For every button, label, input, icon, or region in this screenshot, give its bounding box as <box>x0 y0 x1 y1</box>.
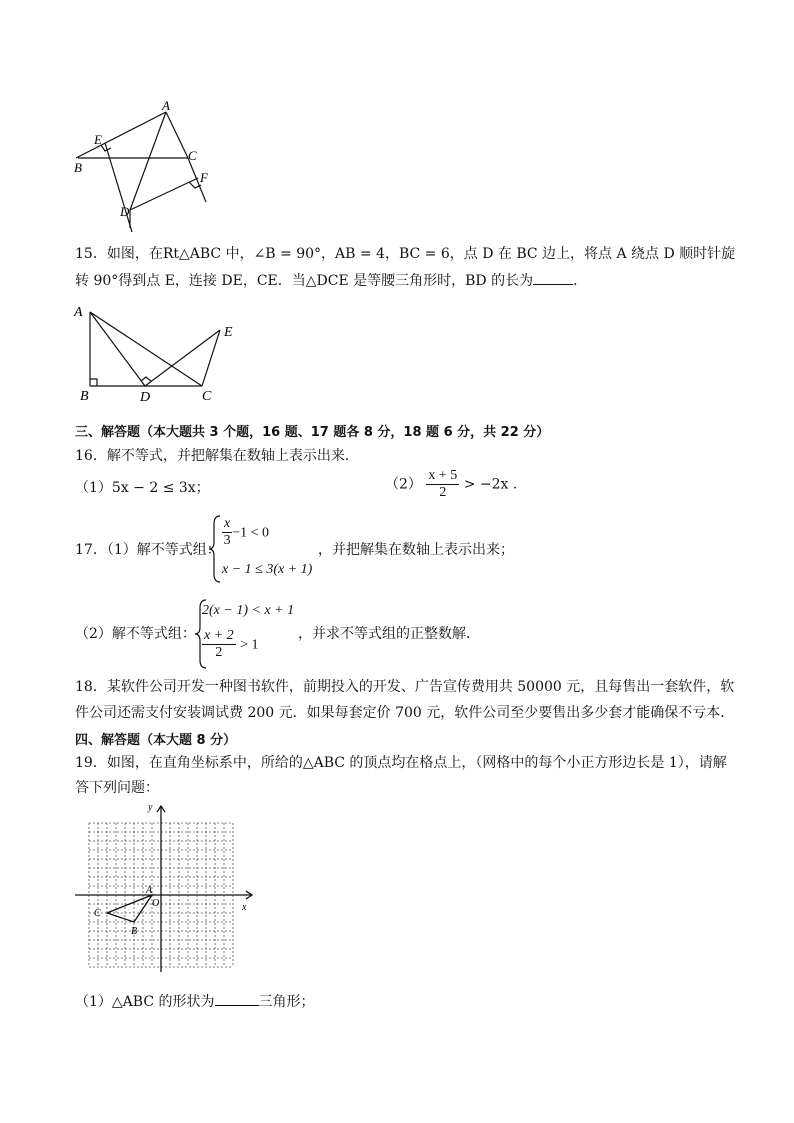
q16-part2-tail: > −2x . <box>463 476 518 493</box>
section4-title: 四、解答题（本大题 8 分） <box>75 733 237 748</box>
label-B: B <box>74 160 82 175</box>
label-A: A <box>146 885 153 896</box>
q17-part2-eq1: 2(x − 1) < x + 1 <box>202 603 295 618</box>
q16-fraction <box>426 468 459 501</box>
q15-line2-end: ． <box>573 273 588 289</box>
label-E: E <box>224 325 233 340</box>
q16-fraction-den: 2 <box>439 485 447 500</box>
figure-q15 <box>70 302 250 402</box>
q17-eq1-den: 3 <box>223 533 231 548</box>
q16-part2-label: （2） <box>385 476 422 493</box>
label-A: A <box>162 98 170 113</box>
q15-line2 <box>75 270 587 291</box>
label-B: B <box>131 926 138 937</box>
section3-title: 三、解答题（本大题共 3 个题，16 题、17 题各 8 分，18 题 6 分，共 22 分） <box>75 425 550 440</box>
q18-line2: 件公司还需支付安装调试费 200 元．如果每套定价 700 元，软件公司至少要售出多少套才能确保不亏本． <box>75 705 735 721</box>
q16-part2 <box>385 468 517 501</box>
q17-part2-label: （2）解不等式组： <box>75 626 196 642</box>
q17-eq1-fraction <box>222 516 232 549</box>
q15-answer-blank[interactable] <box>533 270 573 285</box>
q17-eq2-num: x + 2 <box>204 628 234 643</box>
q17-part1-eq1 <box>222 516 269 549</box>
q17-part1-brace <box>208 514 222 584</box>
q17-eq2-tail: > 1 <box>240 637 259 653</box>
q15-line2-text: 转 90°得到点 E，连接 DE，CE．当△DCE 是等腰三角形时，BD 的长为 <box>75 273 534 289</box>
q19-sub1-end: 三角形； <box>258 994 315 1010</box>
label-y: y <box>148 802 153 813</box>
q17-eq1-num: x <box>224 516 231 531</box>
q15-line1: 15．如图，在Rt△ABC 中，∠B = 90°，AB = 4，BC = 6，点 D 在 BC 边上，将点 A 绕点 D 顺时针旋 <box>75 246 736 262</box>
label-D: D <box>140 390 151 402</box>
label-F: F <box>200 170 208 185</box>
q17-eq1-tail: −1 < 0 <box>232 525 270 541</box>
q17-part1-tail: ，并把解集在数轴上表示出来； <box>318 542 514 558</box>
label-C: C <box>94 908 101 919</box>
q19-answer-blank[interactable] <box>215 991 259 1006</box>
q17-part1-eq2: x − 1 ≤ 3(x + 1) <box>222 562 313 577</box>
triangle-ABC <box>107 895 152 922</box>
figure-q19-grid <box>70 802 260 982</box>
q19-line2: 答下列问题： <box>75 780 159 796</box>
label-A: A <box>74 305 83 320</box>
q19-sub1 <box>75 991 315 1012</box>
q17-eq2-den: 2 <box>215 645 223 660</box>
q17-part1-label: 17．（1）解不等式组： <box>75 542 221 558</box>
label-B: B <box>80 389 89 402</box>
q16-fraction-num: x + 5 <box>428 468 458 483</box>
label-C: C <box>202 389 212 402</box>
label-O: O <box>152 898 160 909</box>
label-x: x <box>242 902 247 913</box>
label-E: E <box>94 132 102 147</box>
q17-part2-tail: ，并求不等式组的正整数解． <box>298 626 480 642</box>
figure-q14 <box>70 98 220 233</box>
q19-sub1-text: （1）△ABC 的形状为 <box>75 994 215 1010</box>
q17-eq2-fraction <box>202 628 236 661</box>
label-D: D <box>120 204 130 219</box>
q16-stem: 16．解不等式，并把解集在数轴上表示出来． <box>75 448 359 464</box>
label-C: C <box>188 148 197 163</box>
q17-part2-eq2 <box>202 628 259 661</box>
q18-line1: 18．某软件公司开发一种图书软件，前期投入的开发、广告宣传费用共 50000 元，且每售出一套软件，软 <box>75 679 735 695</box>
q16-part1: （1）5x − 2 ≤ 3x； <box>75 480 210 496</box>
q19-line1: 19．如图，在直角坐标系中，所给的△ABC 的顶点均在格点上，（网格中的每个小正方形边长是 1），请解 <box>75 755 727 771</box>
